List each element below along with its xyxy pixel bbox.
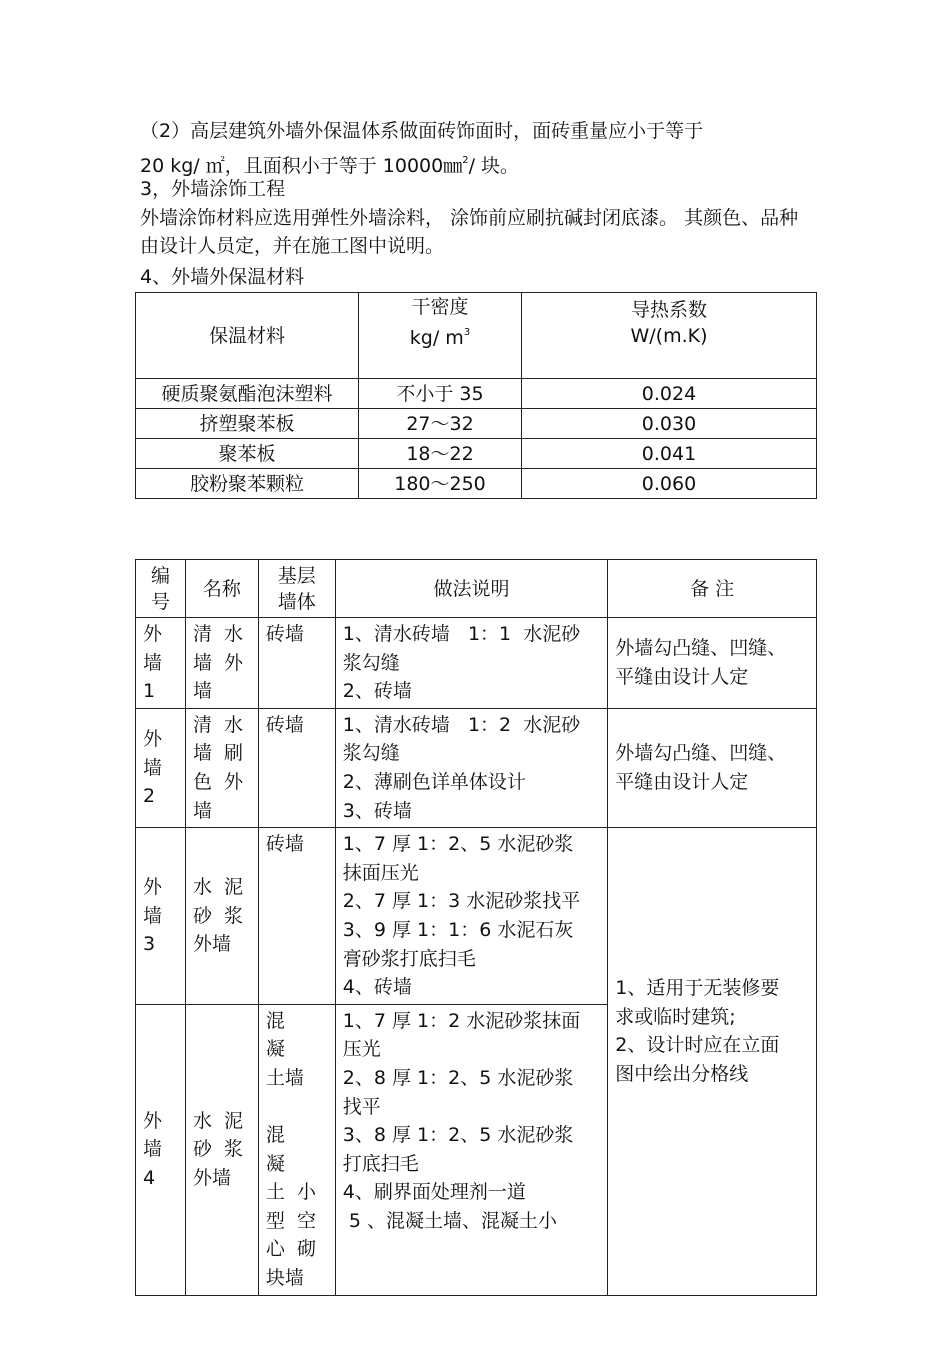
header-density-unit-line: [359, 320, 521, 351]
table-row: [136, 409, 817, 439]
header-density: [359, 293, 522, 379]
header-conductivity-unit: W/(m.K): [630, 324, 708, 347]
table-row: [136, 469, 817, 499]
header-remark: 备 注: [608, 560, 817, 618]
table-row: [136, 708, 817, 827]
header-base: [258, 560, 335, 618]
cell-base-text: 砖墙: [265, 713, 304, 736]
header-no-text: 编 号: [150, 564, 170, 613]
cell-density: 18～22: [359, 439, 522, 469]
header-conductivity-label: 导热系数: [630, 298, 707, 321]
cell-method: [335, 828, 608, 1005]
table-header-row: [136, 293, 817, 379]
cell-remark-merged: [608, 828, 817, 1296]
spacer: [522, 349, 816, 375]
cell-material: 聚苯板: [136, 439, 359, 469]
cell-no: [136, 1004, 186, 1295]
cell-name-text: 水 泥 砂 浆 外墙: [192, 1109, 244, 1189]
cell-no: [136, 708, 186, 827]
header-material: 保温材料: [136, 293, 359, 379]
header-no: [136, 560, 186, 618]
para-line-1: （2）高层建筑外墙外保温体系做面砖饰面时，面砖重量应小于等于: [140, 120, 704, 142]
cell-material: 硬质聚氨酯泡沫塑料: [136, 379, 359, 409]
superscript: 3: [463, 327, 471, 338]
header-base-text: 基层 墙体: [277, 564, 316, 613]
cell-base-text: 砖墙: [265, 833, 304, 856]
cell-method-text: 1、7 厚 1：2、5 水泥砂浆 抹面压光 2、7 厚 1：3 水泥砂浆找平 3、9 厚 1：1：6 水泥石灰 膏砂浆打底扫毛 4、砖墙: [342, 833, 581, 999]
cell-name: [185, 618, 258, 709]
cell-method-text: 1、清水砖墙 1：2 水泥砂 浆勾缝 2、薄刷色详单体设计 3、砖墙: [342, 713, 581, 822]
table-row: [136, 439, 817, 469]
cell-conductivity: 0.060: [522, 469, 817, 499]
cell-material: 挤塑聚苯板: [136, 409, 359, 439]
cell-method: [335, 1004, 608, 1295]
cell-remark-text: 外墙勾凸缝、凹缝、 平缝由设计人定: [615, 742, 787, 793]
table-row: [136, 379, 817, 409]
para-line-2: [140, 148, 519, 179]
cell-density: 不小于 35: [359, 379, 522, 409]
cell-name-text: 水 泥 砂 浆 外墙: [192, 876, 244, 956]
header-conductivity: [522, 293, 817, 379]
cell-remark: [608, 708, 817, 827]
cell-name: [185, 1004, 258, 1295]
section-heading-4: 4、外墙外保温材料: [140, 266, 305, 288]
cell-method-text: 1、清水砖墙 1：1 水泥砂 浆勾缝 2、砖墙: [342, 623, 581, 703]
cell-remark-text: 1、适用于无装修要 求或临时建筑; 2、设计时应在立面 图中绘出分格线: [615, 977, 780, 1085]
superscript: 2: [462, 155, 469, 166]
cell-name: [185, 708, 258, 827]
cell-base: [258, 618, 335, 709]
cell-base-text: 砖墙: [265, 623, 304, 645]
spacer: [359, 351, 521, 377]
cell-base-text: 混 凝 土墙 混 凝 土 小 型 空 心 砌 块墙: [265, 1009, 316, 1290]
cell-name-text: 清 水 墙 刷 色 外 墙: [192, 713, 244, 822]
cell-no-text: 外 墙 2: [143, 728, 163, 808]
cell-method: [335, 618, 608, 709]
header-name: 名称: [185, 560, 258, 618]
cell-density: 180～250: [359, 469, 522, 499]
cell-conductivity: 0.024: [522, 379, 817, 409]
table-row: [136, 618, 817, 709]
cell-conductivity: 0.030: [522, 409, 817, 439]
cell-no-text: 外 墙 3: [143, 876, 163, 956]
cell-method: [335, 708, 608, 827]
cell-method-text: 1、7 厚 1：2 水泥砂浆抹面 压光 2、8 厚 1：2、5 水泥砂浆 找平 3、8 厚 1：2、5 水泥砂浆 打底扫毛 4、刷界面处理剂一道 5 、混凝土墙、混凝土小: [342, 1009, 581, 1232]
cell-no: [136, 618, 186, 709]
table-header-row: [136, 560, 817, 618]
cell-name: [185, 828, 258, 1005]
section-heading-3: 3，外墙涂饰工程: [140, 178, 286, 200]
wall-finish-table: [135, 559, 817, 1296]
cell-remark: [608, 618, 817, 709]
header-density-unit: kg/ m: [409, 327, 464, 349]
para-line-2-tail: / 块。: [468, 155, 520, 177]
cell-conductivity: 0.041: [522, 439, 817, 469]
cell-base: [258, 1004, 335, 1295]
para-line-2-text: 20 kg/ ㎡，且面积小于等于 10000㎜: [140, 155, 463, 177]
table-row: [136, 828, 817, 1005]
header-density-label: 干密度: [411, 296, 469, 318]
cell-base: [258, 828, 335, 1005]
insulation-table: [135, 292, 817, 499]
cell-remark-text: 外墙勾凸缝、凹缝、 平缝由设计人定: [615, 637, 787, 688]
cell-material: 胶粉聚苯颗粒: [136, 469, 359, 499]
section-body-3: 外墙涂饰材料应选用弹性外墙涂料， 涂饰前应刷抗碱封闭底漆。 其颜色、品种由设计人员定，并在施工图中说明。: [140, 207, 799, 257]
cell-no-text: 外 墙 4: [143, 1109, 163, 1189]
cell-name-text: 清 水 墙 外 墙: [192, 623, 244, 703]
cell-no: [136, 828, 186, 1005]
header-method: 做法说明: [335, 560, 608, 618]
cell-base: [258, 708, 335, 827]
cell-density: 27～32: [359, 409, 522, 439]
cell-no-text: 外 墙 1: [143, 623, 163, 703]
